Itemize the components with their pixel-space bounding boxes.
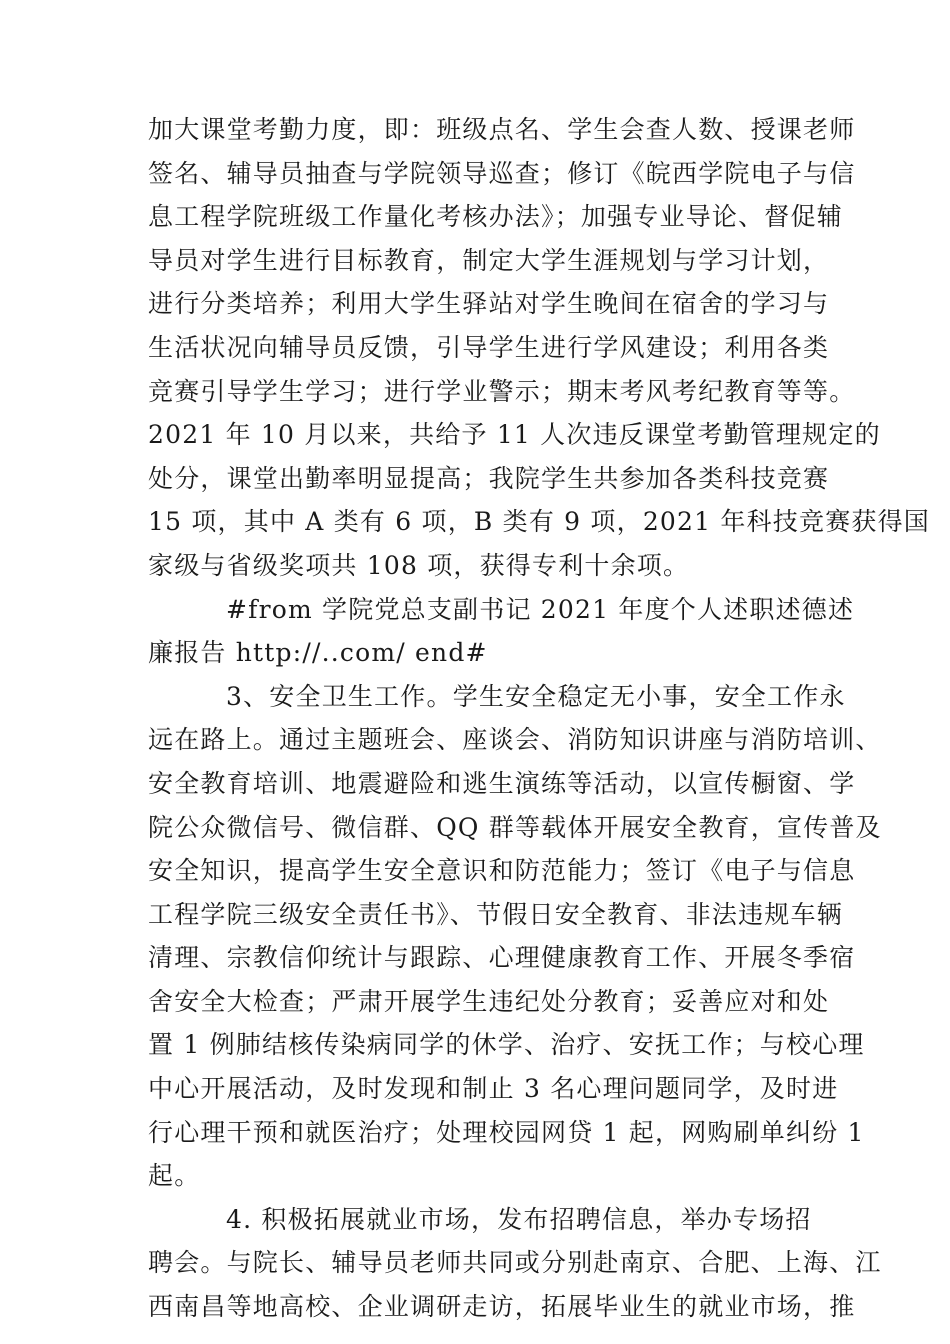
text-line: 西南昌等地高校、企业调研走访，拓展毕业生的就业市场，推 bbox=[148, 1292, 856, 1322]
text-line: 处分，课堂出勤率明显提高；我院学生共参加各类科技竞赛 bbox=[148, 463, 830, 493]
source-note-line: 廉报告 http://..com/ end# bbox=[148, 638, 488, 668]
text-line: 2021 年 10 月以来，共给予 11 人次违反课堂考勤管理规定的 bbox=[148, 420, 881, 450]
text-line: 起。 bbox=[148, 1161, 201, 1191]
text-line: 安全教育培训、地震避险和逃生演练等活动，以宣传橱窗、学 bbox=[148, 768, 856, 798]
section-heading-line: 4. 积极拓展就业市场，发布招聘信息，举办专场招 bbox=[226, 1204, 812, 1234]
text-line: 中心开展活动，及时发现和制止 3 名心理问题同学，及时进 bbox=[148, 1074, 839, 1104]
text-line: 清理、宗教信仰统计与跟踪、心理健康教育工作、开展冬季宿 bbox=[148, 943, 856, 973]
text-line: 工程学院三级安全责任书》、节假日安全教育、非法违规车辆 bbox=[148, 899, 843, 929]
text-line: 加大课堂考勤力度，即：班级点名、学生会查人数、授课老师 bbox=[148, 115, 856, 144]
text-line: 安全知识，提高学生安全意识和防范能力；签订《电子与信息 bbox=[148, 856, 856, 886]
text-line: 行心理干预和就医治疗；处理校园网贷 1 起，网购刷单纠纷 1 bbox=[148, 1117, 865, 1147]
text-line: 签名、辅导员抽查与学院领导巡查；修订《皖西学院电子与信 bbox=[148, 158, 856, 188]
source-note-line: #from 学院党总支副书记 2021 年度个人述职述德述 bbox=[226, 594, 855, 624]
text-line: 家级与省级奖项共 108 项，获得专利十余项。 bbox=[148, 550, 690, 580]
text-line: 置 1 例肺结核传染病同学的休学、治疗、安抚工作；与校心理 bbox=[148, 1030, 865, 1060]
text-line: 进行分类培养；利用大学生驿站对学生晚间在宿舍的学习与 bbox=[148, 289, 830, 319]
text-line: 舍安全大检查；严肃开展学生违纪处分教育；妥善应对和处 bbox=[148, 986, 830, 1016]
text-line: 聘会。与院长、辅导员老师共同或分别赴南京、合肥、上海、江 bbox=[148, 1248, 882, 1278]
text-line: 竞赛引导学生学习；进行学业警示；期末考风考纪教育等等。 bbox=[148, 376, 856, 406]
text-line: 息工程学院班级工作量化考核办法》；加强专业导论、督促辅 bbox=[148, 202, 843, 232]
text-line: 15 项，其中 A 类有 6 项，B 类有 9 项，2021 年科技竞赛获得国 bbox=[148, 507, 930, 537]
text-line: 院公众微信号、微信群、QQ 群等载体开展安全教育，宣传普及 bbox=[148, 812, 882, 842]
text-line: 导员对学生进行目标教育，制定大学生涯规划与学习计划， bbox=[148, 245, 830, 275]
text-line: 生活状况向辅导员反馈，引导学生进行学风建设；利用各类 bbox=[148, 332, 830, 362]
section-heading-line: 3、安全卫生工作。学生安全稳定无小事，安全工作永 bbox=[226, 681, 846, 711]
document-body bbox=[148, 108, 930, 1329]
text-line: 远在路上。通过主题班会、座谈会、消防知识讲座与消防培训、 bbox=[148, 725, 882, 755]
